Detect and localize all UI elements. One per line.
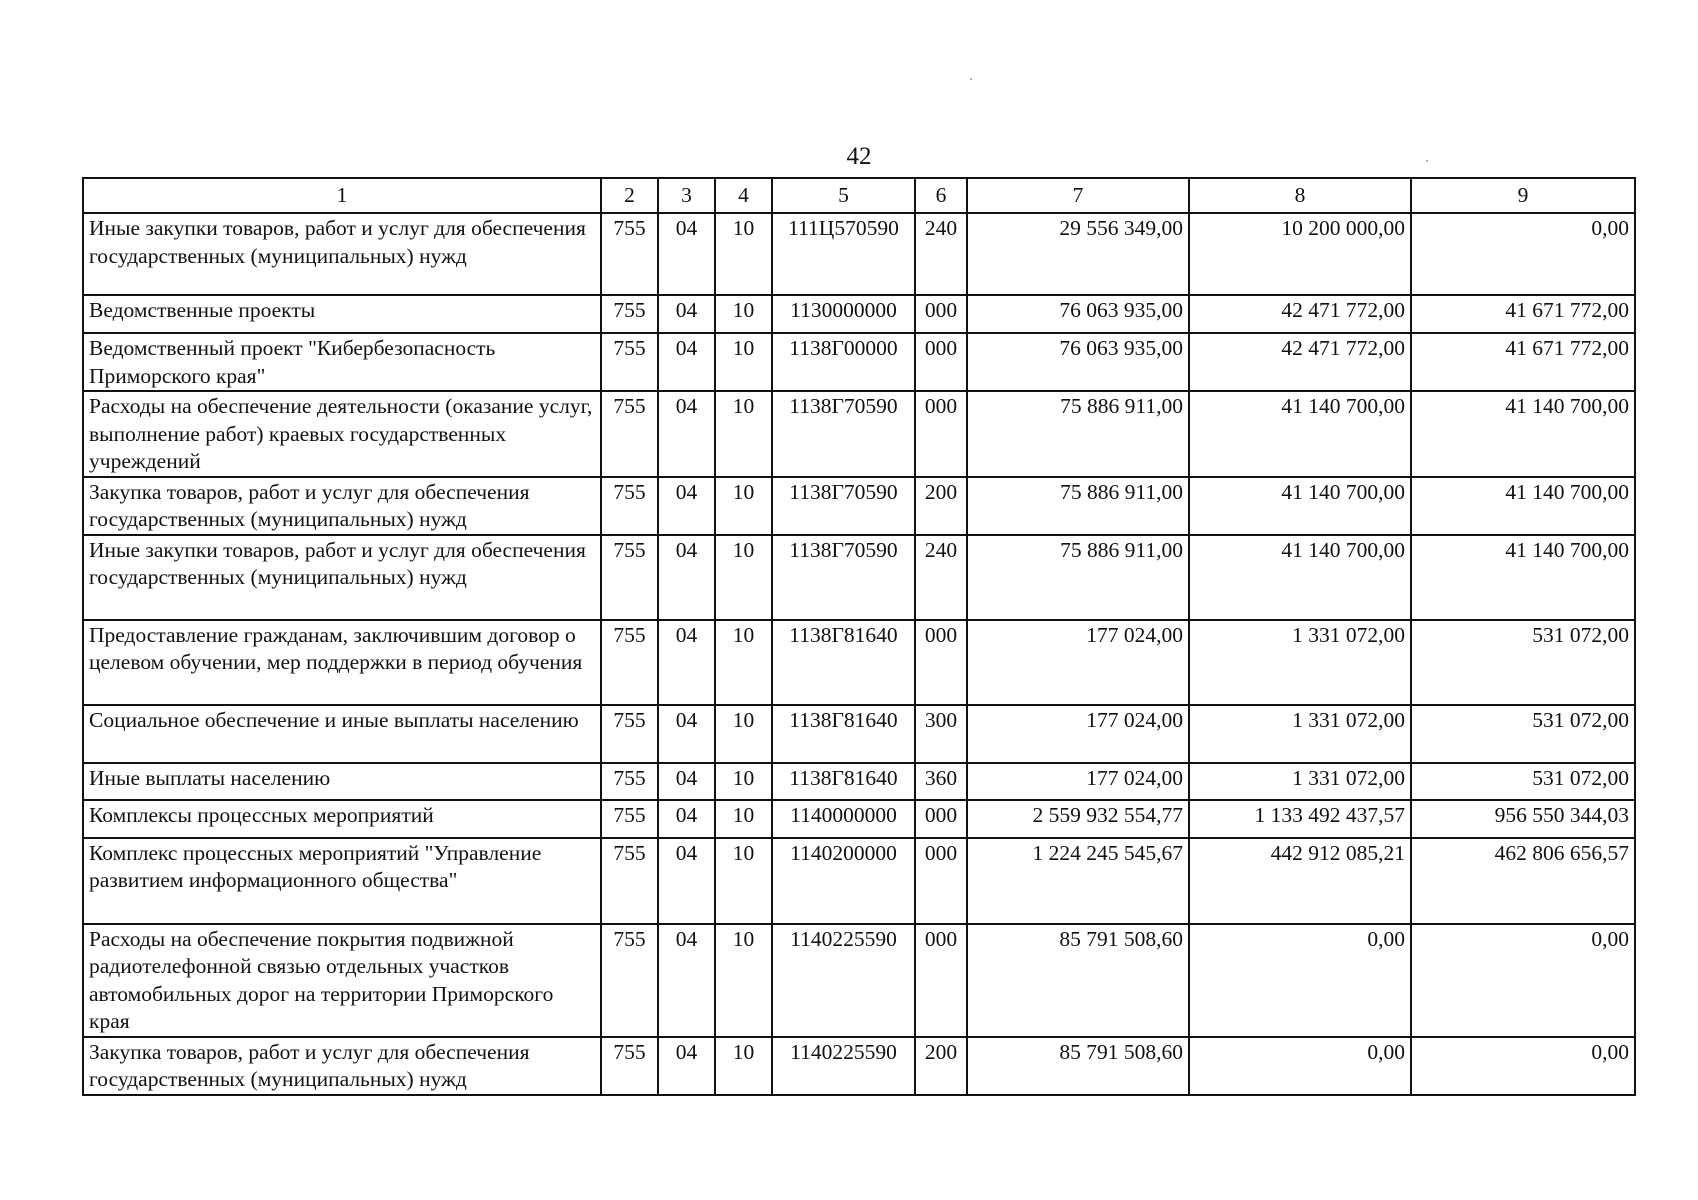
section-code: 04 [658, 535, 715, 620]
item-name: Иные выплаты населению [83, 763, 601, 800]
amount-col-7: 177 024,00 [967, 705, 1189, 763]
section-code: 04 [658, 838, 715, 924]
amount-col-7: 76 063 935,00 [967, 333, 1189, 391]
amount-col-7: 75 886 911,00 [967, 477, 1189, 535]
subsection-code: 10 [715, 535, 772, 620]
amount-col-8: 0,00 [1189, 1037, 1411, 1095]
expense-type-code: 200 [915, 477, 967, 535]
column-header: 8 [1189, 178, 1411, 213]
amount-col-8: 42 471 772,00 [1189, 295, 1411, 333]
amount-col-8: 0,00 [1189, 924, 1411, 1037]
item-name: Комплекс процессных мероприятий "Управление развитием информационного общества" [83, 838, 601, 924]
table-row [83, 333, 1635, 391]
target-article-code: 1140200000 [772, 838, 915, 924]
column-header: 5 [772, 178, 915, 213]
item-name: Расходы на обеспечение покрытия подвижной радиотелефонной связью отдельных участков автомобильных дорог на территории Приморского края [83, 924, 601, 1037]
column-header: 1 [83, 178, 601, 213]
expense-type-code: 360 [915, 763, 967, 800]
amount-col-7: 29 556 349,00 [967, 213, 1189, 295]
amount-col-7: 177 024,00 [967, 763, 1189, 800]
table-row [83, 838, 1635, 924]
department-code: 755 [601, 1037, 658, 1095]
amount-col-9: 531 072,00 [1411, 705, 1635, 763]
amount-col-7: 75 886 911,00 [967, 391, 1189, 477]
target-article-code: 1138Г70590 [772, 391, 915, 477]
amount-col-8: 1 331 072,00 [1189, 763, 1411, 800]
subsection-code: 10 [715, 295, 772, 333]
section-code: 04 [658, 333, 715, 391]
table-row [83, 924, 1635, 1037]
department-code: 755 [601, 800, 658, 838]
subsection-code: 10 [715, 213, 772, 295]
table-row [83, 213, 1635, 295]
target-article-code: 1130000000 [772, 295, 915, 333]
target-article-code: 1138Г00000 [772, 333, 915, 391]
subsection-code: 10 [715, 333, 772, 391]
column-header: 9 [1411, 178, 1635, 213]
column-header: 6 [915, 178, 967, 213]
table-row [83, 295, 1635, 333]
amount-col-9: 41 140 700,00 [1411, 477, 1635, 535]
item-name: Социальное обеспечение и иные выплаты населению [83, 705, 601, 763]
amount-col-9: 531 072,00 [1411, 620, 1635, 705]
item-name: Закупка товаров, работ и услуг для обеспечения государственных (муниципальных) нужд [83, 1037, 601, 1095]
subsection-code: 10 [715, 838, 772, 924]
expense-type-code: 300 [915, 705, 967, 763]
amount-col-7: 75 886 911,00 [967, 535, 1189, 620]
subsection-code: 10 [715, 391, 772, 477]
department-code: 755 [601, 333, 658, 391]
target-article-code: 1138Г81640 [772, 763, 915, 800]
item-name: Иные закупки товаров, работ и услуг для обеспечения государственных (муниципальных) нужд [83, 535, 601, 620]
amount-col-9: 956 550 344,03 [1411, 800, 1635, 838]
section-code: 04 [658, 391, 715, 477]
department-code: 755 [601, 763, 658, 800]
amount-col-9: 0,00 [1411, 213, 1635, 295]
subsection-code: 10 [715, 705, 772, 763]
amount-col-8: 41 140 700,00 [1189, 535, 1411, 620]
column-header: 4 [715, 178, 772, 213]
table-row [83, 477, 1635, 535]
column-number-row [83, 178, 1635, 213]
page-number: 42 [846, 143, 872, 170]
expense-type-code: 000 [915, 333, 967, 391]
amount-col-7: 76 063 935,00 [967, 295, 1189, 333]
amount-col-7: 85 791 508,60 [967, 924, 1189, 1037]
target-article-code: 1138Г81640 [772, 620, 915, 705]
department-code: 755 [601, 295, 658, 333]
amount-col-8: 42 471 772,00 [1189, 333, 1411, 391]
subsection-code: 10 [715, 620, 772, 705]
section-code: 04 [658, 763, 715, 800]
amount-col-8: 442 912 085,21 [1189, 838, 1411, 924]
expense-type-code: 000 [915, 838, 967, 924]
item-name: Иные закупки товаров, работ и услуг для обеспечения государственных (муниципальных) нужд [83, 213, 601, 295]
target-article-code: 1138Г70590 [772, 535, 915, 620]
scan-speck [1426, 160, 1428, 162]
item-name: Комплексы процессных мероприятий [83, 800, 601, 838]
target-article-code: 1138Г70590 [772, 477, 915, 535]
department-code: 755 [601, 477, 658, 535]
department-code: 755 [601, 391, 658, 477]
department-code: 755 [601, 705, 658, 763]
department-code: 755 [601, 535, 658, 620]
amount-col-8: 10 200 000,00 [1189, 213, 1411, 295]
column-header: 2 [601, 178, 658, 213]
target-article-code: 1140225590 [772, 1037, 915, 1095]
amount-col-9: 0,00 [1411, 1037, 1635, 1095]
section-code: 04 [658, 705, 715, 763]
amount-col-7: 2 559 932 554,77 [967, 800, 1189, 838]
item-name: Ведомственный проект "Кибербезопасность Приморского края" [83, 333, 601, 391]
expense-type-code: 200 [915, 1037, 967, 1095]
item-name: Ведомственные проекты [83, 295, 601, 333]
budget-table [82, 177, 1636, 1096]
subsection-code: 10 [715, 763, 772, 800]
section-code: 04 [658, 295, 715, 333]
item-name: Закупка товаров, работ и услуг для обеспечения государственных (муниципальных) нужд [83, 477, 601, 535]
expense-type-code: 000 [915, 800, 967, 838]
item-name: Расходы на обеспечение деятельности (оказание услуг, выполнение работ) краевых государственных учреждений [83, 391, 601, 477]
amount-col-9: 531 072,00 [1411, 763, 1635, 800]
expense-type-code: 240 [915, 535, 967, 620]
column-header: 7 [967, 178, 1189, 213]
item-name: Предоставление гражданам, заключившим договор о целевом обучении, мер поддержки в период обучения [83, 620, 601, 705]
section-code: 04 [658, 620, 715, 705]
section-code: 04 [658, 800, 715, 838]
target-article-code: 1140225590 [772, 924, 915, 1037]
amount-col-8: 1 133 492 437,57 [1189, 800, 1411, 838]
target-article-code: 111Ц570590 [772, 213, 915, 295]
amount-col-7: 1 224 245 545,67 [967, 838, 1189, 924]
subsection-code: 10 [715, 1037, 772, 1095]
table-row [83, 1037, 1635, 1095]
amount-col-7: 85 791 508,60 [967, 1037, 1189, 1095]
column-header: 3 [658, 178, 715, 213]
table-row [83, 763, 1635, 800]
expense-type-code: 000 [915, 620, 967, 705]
target-article-code: 1138Г81640 [772, 705, 915, 763]
section-code: 04 [658, 1037, 715, 1095]
section-code: 04 [658, 924, 715, 1037]
subsection-code: 10 [715, 800, 772, 838]
amount-col-9: 0,00 [1411, 924, 1635, 1037]
table-row [83, 620, 1635, 705]
expense-type-code: 240 [915, 213, 967, 295]
department-code: 755 [601, 924, 658, 1037]
amount-col-9: 41 671 772,00 [1411, 333, 1635, 391]
department-code: 755 [601, 213, 658, 295]
table-row [83, 391, 1635, 477]
amount-col-8: 1 331 072,00 [1189, 620, 1411, 705]
table-row [83, 800, 1635, 838]
department-code: 755 [601, 838, 658, 924]
expense-type-code: 000 [915, 295, 967, 333]
amount-col-9: 41 140 700,00 [1411, 391, 1635, 477]
amount-col-8: 41 140 700,00 [1189, 477, 1411, 535]
amount-col-9: 41 140 700,00 [1411, 535, 1635, 620]
scan-speck [970, 78, 972, 80]
department-code: 755 [601, 620, 658, 705]
expense-type-code: 000 [915, 924, 967, 1037]
section-code: 04 [658, 477, 715, 535]
amount-col-8: 1 331 072,00 [1189, 705, 1411, 763]
table-row [83, 535, 1635, 620]
amount-col-9: 462 806 656,57 [1411, 838, 1635, 924]
amount-col-9: 41 671 772,00 [1411, 295, 1635, 333]
subsection-code: 10 [715, 924, 772, 1037]
section-code: 04 [658, 213, 715, 295]
subsection-code: 10 [715, 477, 772, 535]
target-article-code: 1140000000 [772, 800, 915, 838]
expense-type-code: 000 [915, 391, 967, 477]
table-row [83, 705, 1635, 763]
amount-col-8: 41 140 700,00 [1189, 391, 1411, 477]
amount-col-7: 177 024,00 [967, 620, 1189, 705]
